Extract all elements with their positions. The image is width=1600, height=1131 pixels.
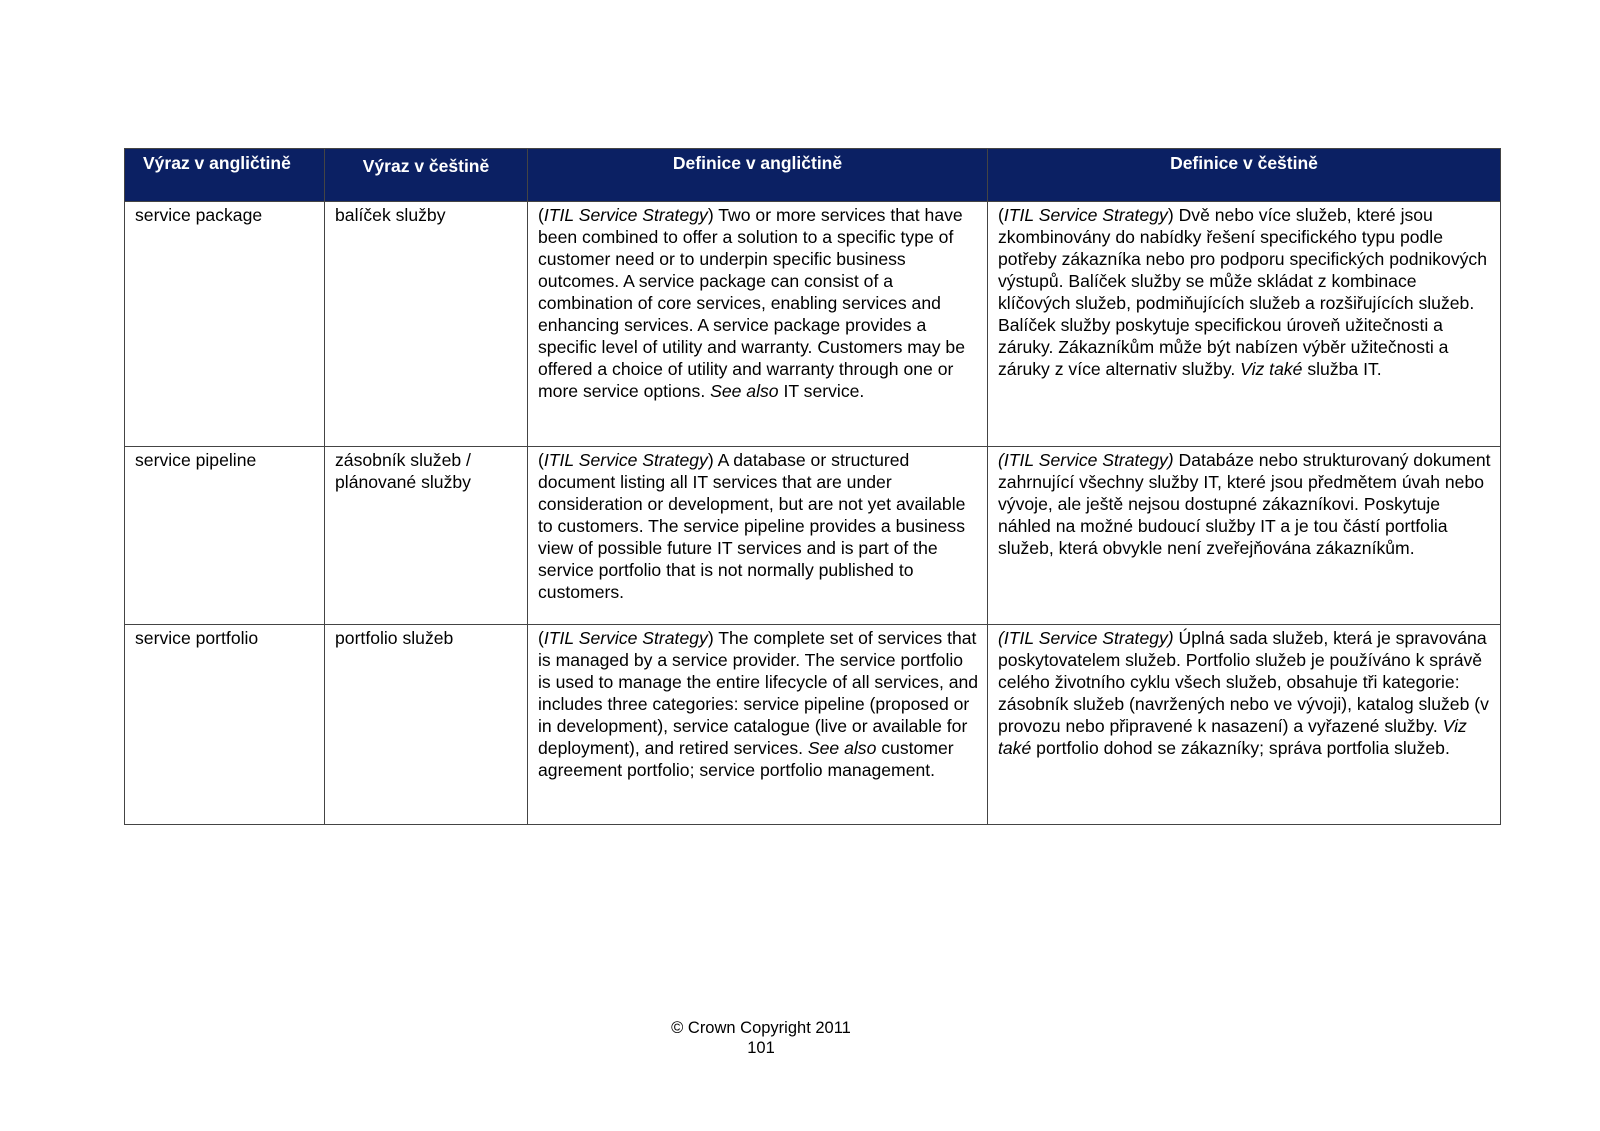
header-term-en: Výraz v angličtině bbox=[125, 149, 325, 202]
definition-text: ) The complete set of services that is managed by a service provider. The service portfolio is used to manage the entire lifecycle of all services, and includes three categories: service pipeline (proposed or in development), service catalogue (live or available for deployment), and retired services. bbox=[538, 628, 979, 758]
definition-text: ) A database or structured document listing all IT services that are under consideration or development, but are not yet available to customers. The service pipeline provides a business view of possible future IT services and is part of the service portfolio that is not normally published to customers. bbox=[538, 450, 966, 602]
header-definition-en: Definice v angličtině bbox=[528, 149, 988, 202]
definition-text: Úplná sada služeb, která je spravována poskytovatelem služeb. Portfolio služeb je používáno k správě celého životního cyklu všech služeb, obsahuje tři kategorie: zásobník služeb (navržených nebo ve vývoji), katalog služeb (v provozu nebo připravené k nasazení) a vyřazené služby. bbox=[998, 628, 1489, 736]
definition-text: ) Two or more services that have been combined to offer a solution to a specific type of customer need or to underpin specific business outcomes. A service package can consist of a combination of core services, enabling services and enhancing services. A service package provides a specific level of utility and warranty. Customers may be offered a choice of utility and warranty through one or more service options. bbox=[538, 205, 965, 401]
see-also-text: IT service. bbox=[778, 381, 865, 401]
definition-cs: (ITIL Service Strategy) Dvě nebo více služeb, které jsou zkombinovány do nabídky řešení specifického typu podle potřeby zákazníka nebo pro podporu specifických podnikových výstupů. Balíček služby se může skládat z kombinace klíčových služeb, podmiňujících služeb a rozšiřujících služeb. Balíček služby poskytuje specifickou úroveň užitečnosti a záruky. Zákazníkům může být nabízen výběr užitečnosti a záruky z více alternativ služby. Viz také služba IT. bbox=[988, 202, 1501, 447]
term-cs: balíček služby bbox=[325, 202, 528, 447]
see-also-label: See also bbox=[807, 738, 877, 758]
term-en: service pipeline bbox=[125, 447, 325, 625]
table-row bbox=[125, 625, 1501, 825]
definition-cs bbox=[988, 625, 1501, 825]
definition-ref: ITIL Service Strategy bbox=[543, 450, 708, 470]
table-header-row bbox=[125, 149, 1501, 202]
copyright-notice: © Crown Copyright 2011 bbox=[671, 1019, 851, 1037]
page-number: 101 bbox=[747, 1039, 775, 1057]
definition-ref: (ITIL Service Strategy) bbox=[998, 450, 1174, 470]
definition-text: Databáze nebo strukturovaný dokument zahrnující všechny služby IT, které jsou předmětem úvah nebo vývoje, ale ještě nejsou dostupné zákazníkovi. Poskytuje náhled na možné budoucí služby IT a je tou částí portfolia služeb, která obvykle není zveřejňována zákazníkům. bbox=[998, 450, 1491, 558]
table-row bbox=[125, 447, 1501, 625]
table-row bbox=[125, 202, 1501, 447]
definition-text: ) Dvě nebo více služeb, které jsou zkombinovány do nabídky řešení specifického typu podle potřeby zákazníka nebo pro podporu specifických podnikových výstupů. Balíček služby se může skládat z kombinace klíčových služeb, podmiňujících služeb a rozšiřujících služeb. Balíček služby poskytuje specifickou úroveň užitečnosti a záruky. Zákazníkům může být nabízen výběr užitečnosti a záruky z více alternativ služby. bbox=[998, 205, 1488, 379]
term-cs: zásobník služeb / plánované služby bbox=[325, 447, 528, 625]
see-also-label: See also bbox=[710, 381, 779, 401]
definition-cs bbox=[988, 447, 1501, 625]
header-definition-cs: Definice v češtině bbox=[988, 149, 1501, 202]
definition-ref: ITIL Service Strategy bbox=[543, 628, 708, 648]
see-also-text: portfolio dohod se zákazníky; správa portfolia služeb. bbox=[1031, 738, 1450, 758]
term-en: service portfolio bbox=[125, 625, 325, 825]
definition-ref: ITIL Service Strategy bbox=[1003, 205, 1168, 225]
see-also-text: customer agreement portfolio; service portfolio management. bbox=[538, 738, 954, 780]
glossary-table bbox=[124, 148, 1501, 825]
definition-ref: (ITIL Service Strategy) bbox=[998, 628, 1174, 648]
term-en: service package bbox=[125, 202, 325, 447]
definition-en: (ITIL Service Strategy) Two or more services that have been combined to offer a solution to a specific type of customer need or to underpin specific business outcomes. A service package can consist of a combination of core services, enabling services and enhancing services. A service package provides a specific level of utility and warranty. Customers may be offered a choice of utility and warranty through one or more service options. See also IT service. bbox=[528, 202, 988, 447]
definition-ref: ITIL Service Strategy bbox=[543, 205, 708, 225]
header-term-cs: Výraz v češtině bbox=[325, 149, 528, 202]
see-also-text: služba IT. bbox=[1302, 359, 1382, 379]
see-also-label: Viz také bbox=[1240, 359, 1303, 379]
definition-en: (ITIL Service Strategy) A database or structured document listing all IT services that are under consideration or development, but are not yet available to customers. The service pipeline provides a business view of possible future IT services and is part of the service portfolio that is not normally published to customers. bbox=[528, 447, 988, 625]
definition-en: (ITIL Service Strategy) The complete set of services that is managed by a service provider. The service portfolio is used to manage the entire lifecycle of all services, and includes three categories: service pipeline (proposed or in development), service catalogue (live or available for deployment), and retired services. See also customer agreement portfolio; service portfolio management. bbox=[528, 625, 988, 825]
see-also-label: Viz také bbox=[998, 716, 1467, 758]
term-cs: portfolio služeb bbox=[325, 625, 528, 825]
